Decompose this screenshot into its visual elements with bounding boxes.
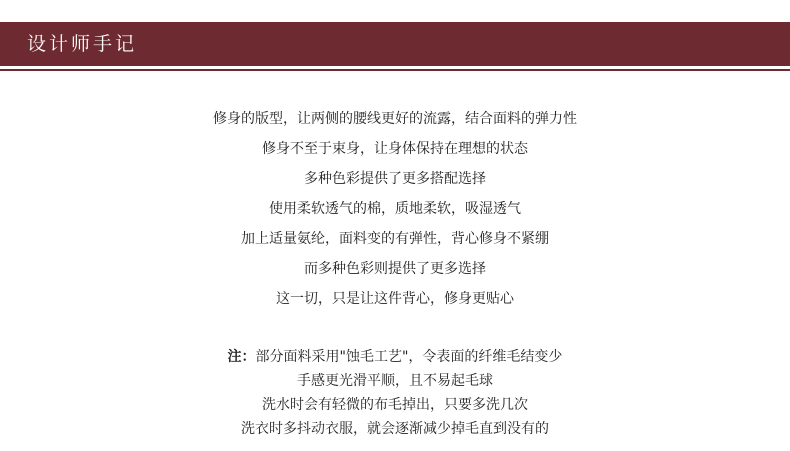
design-note-line: 加上适量氨纶，面料变的有弹性，背心修身不紧绷 (241, 231, 549, 247)
design-note-line: 而多种色彩则提供了更多选择 (304, 261, 486, 277)
design-note-line: 多种色彩提供了更多搭配选择 (304, 171, 486, 187)
design-notes (0, 104, 790, 314)
care-note-first-line (0, 345, 790, 369)
care-note (0, 345, 790, 441)
section-title: 设计师手记 (27, 33, 138, 55)
care-note-text: 部分面料采用"蚀毛工艺"，令表面的纤维毛结变少 (255, 349, 563, 365)
design-note-line: 使用柔软透气的棉，质地柔软，吸湿透气 (269, 201, 521, 217)
care-note-line: 洗衣时多抖动衣服，就会逐渐减少掉毛直到没有的 (241, 421, 549, 437)
section-header-banner (0, 22, 790, 66)
care-note-line: 洗水时会有轻微的布毛掉出，只要多洗几次 (262, 397, 528, 413)
header-divider (0, 69, 790, 71)
care-note-line: 手感更光滑平顺，且不易起毛球 (297, 373, 493, 389)
note-label: 注： (227, 349, 256, 365)
design-note-line: 修身不至于束身，让身体保持在理想的状态 (262, 141, 528, 157)
design-note-line: 这一切，只是让这件背心，修身更贴心 (276, 291, 514, 307)
design-note-line: 修身的版型，让两侧的腰线更好的流露，结合面料的弹力性 (213, 111, 577, 127)
